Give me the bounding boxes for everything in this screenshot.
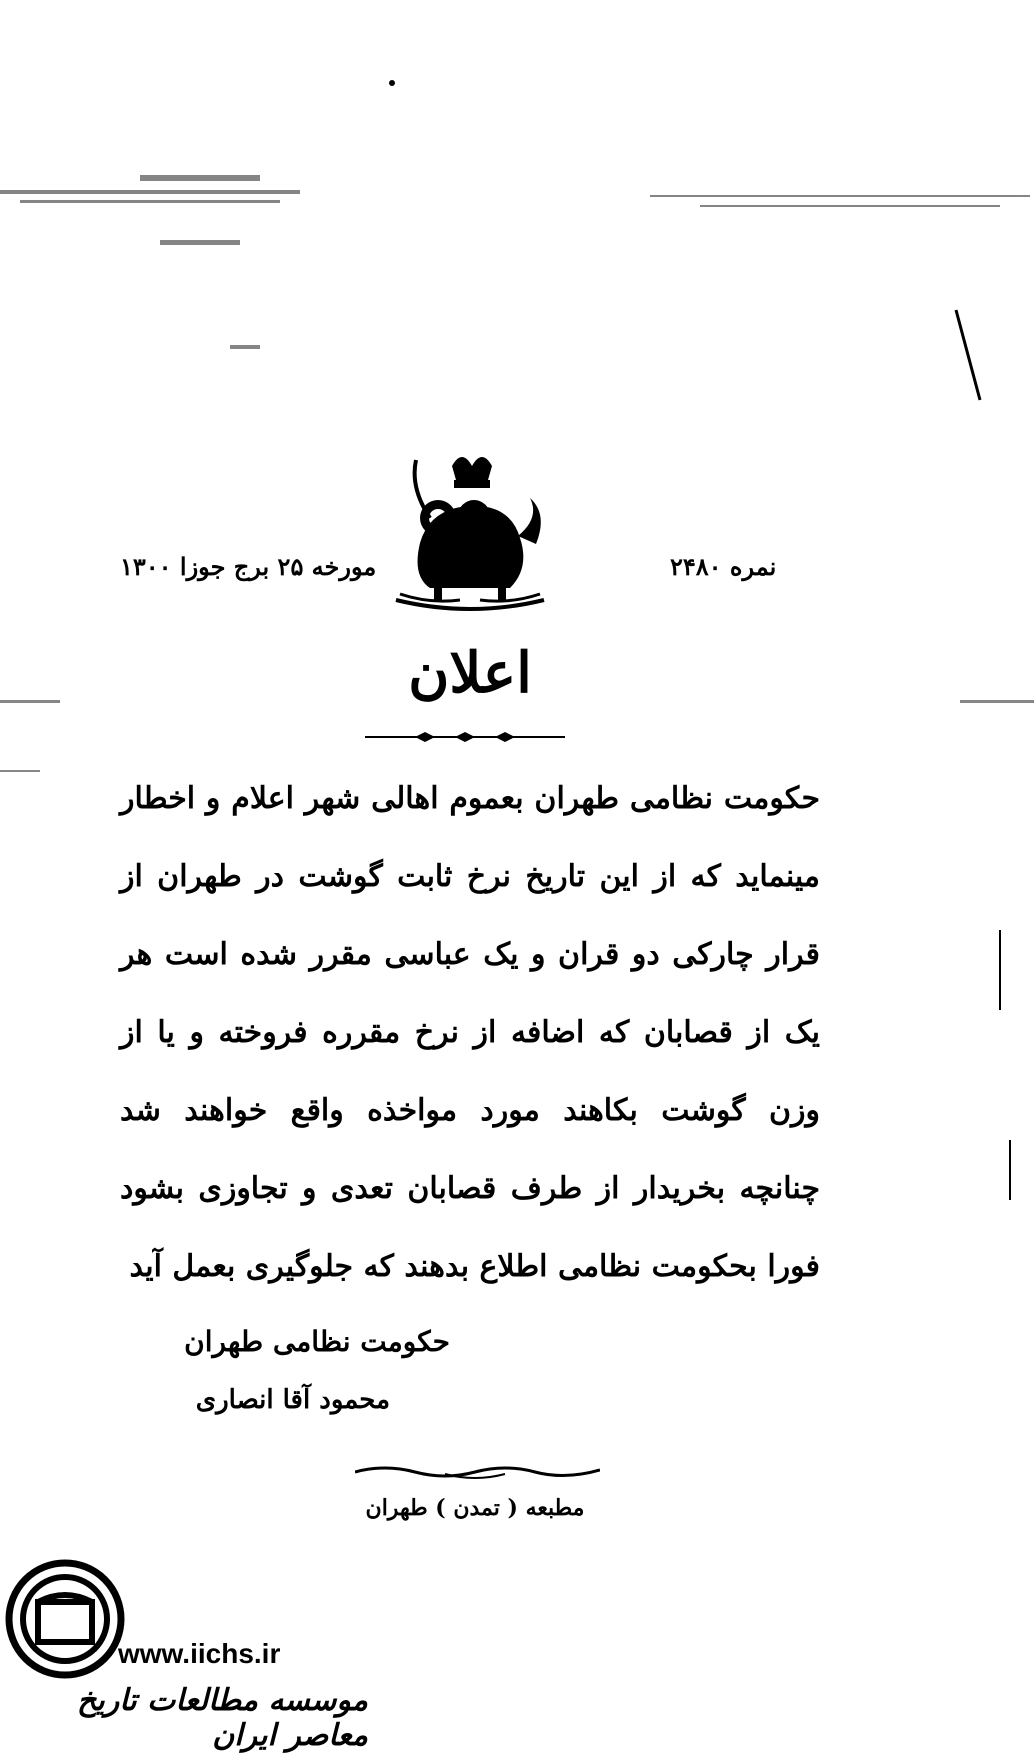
printer-imprint: مطبعه ( تمدن ) طهران	[365, 1495, 585, 1521]
iichs-logo-icon	[4, 1558, 126, 1680]
watermark-url: www.iichs.ir	[118, 1638, 281, 1669]
lion-and-sun-emblem-icon	[390, 448, 550, 618]
heading-divider	[365, 730, 565, 744]
notice-body-text: حکومت نظامی طهران بعموم اهالی شهر اعلام و اخطار مینماید که از این تاریخ نرخ ثابت گوشت در طهران از قرار چارکی دو قران و یک عباسی مقرر شده است هر یک از قصابان که اضافه از نرخ مقرره فروخته و یا از وزن گوشت بکاهند مورد مواخذه واقع خواهند شد چنانچه بخریدار از طرف قصابان تعدی و تجاوزی بشود فورا بحکومت نظامی اطلاع بدهند که جلوگیری بعمل آید	[120, 781, 820, 1284]
notice-date: مورخه ۲۵ برج جوزا ۱۳۰۰	[120, 552, 377, 581]
watermark-institute: موسسه مطالعات تاریخ معاصر ایران	[77, 1683, 368, 1753]
signature-title: حکومت نظامی طهران	[184, 1325, 450, 1358]
notice-heading: اعلان	[408, 640, 532, 706]
closing-divider	[355, 1460, 600, 1484]
notice-number: نمره ۲۴۸۰	[670, 552, 777, 581]
signature-name: محمود آقا انصاری	[195, 1385, 390, 1415]
notice-body	[120, 760, 820, 1306]
